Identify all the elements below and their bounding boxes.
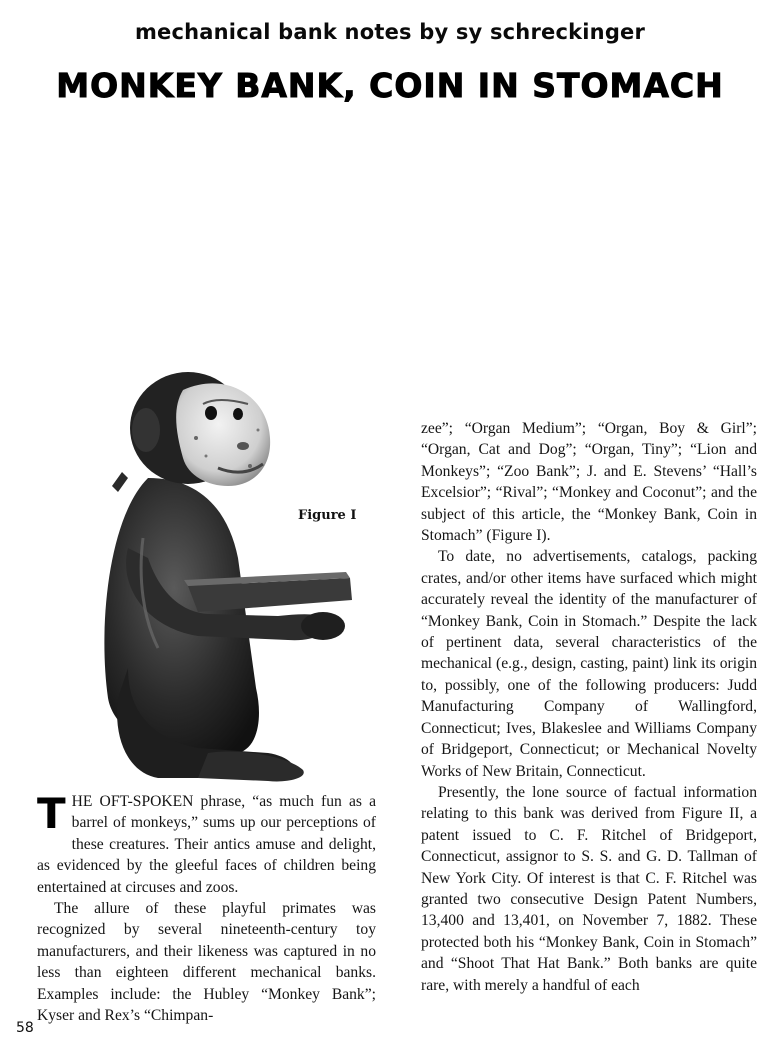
- figure-caption: Figure I: [298, 508, 357, 523]
- lead-smallcaps: HE OFT-SPOKEN: [71, 793, 194, 810]
- page-number: 58: [16, 1020, 34, 1036]
- monkey-bank-illustration: [88, 368, 368, 788]
- paragraph: The allure of these playful primates was recognized by several nineteenth-century toy manufacturers, and their likeness was captured in no less than eighteen different mechanical banks. Examples include: the Hubley “Monkey Bank”; Kyser and Rex’s “Chimpan-: [37, 900, 376, 1025]
- monkey-bank-photo: [88, 368, 368, 788]
- paragraph: zee”; “Organ Medium”; “Organ, Boy & Girl”; “Organ, Cat and Dog”; “Organ, Tiny”; “Lion and Monkeys”; “Zoo Bank”; J. and E. Stevens’ “Hall’s Excelsior”; “Rival”; “Monkey and Coconut”; and the subject of this article, the “Monkey Bank, Coin in Stomach” (Figure I).: [421, 420, 757, 545]
- paragraph: To date, no advertisements, catalogs, packing crates, and/or other items have surfaced which might accurately reveal the identity of the manufacturer of “Monkey Bank, Coin in Stomach.” Despite the lack of pertinent data, several characteristics of the mechanical (e.g., design, casting, paint) link its origin to, possibly, one of the following producers: Judd Manufacturing Company of Wallingford, Connecticut; Ives, Blakeslee and Williams Company of Bridgeport, Connecticut; or Mechanical Novelty Works of New Britain, Connecticut.: [421, 548, 757, 780]
- column-kicker: mechanical bank notes by sy schreckinger: [134, 20, 646, 44]
- paragraph: [37, 791, 376, 898]
- left-column: [37, 791, 376, 1026]
- paragraph: Presently, the lone source of factual information relating to this bank was derived from Figure II, a patent issued to C. F. Ritchel of Bridgeport, Connecticut, assignor to S. S. and G. D. Tallman of New York City. Of interest is that C. F. Ritchel was granted two consecutive Design Patent Numbers, 13,400 and 13,401, on November 7, 1882. These protected both his “Monkey Bank, Coin in Stomach” and “Shoot That Hat Bank.” Both banks are quite rare, with merely a handful of each: [421, 783, 757, 994]
- article-title: MONKEY BANK, COIN IN STOMACH: [56, 66, 724, 105]
- drop-cap: T: [37, 789, 66, 838]
- right-column: [421, 418, 757, 996]
- paragraph-text: phrase, “as much fun as a barrel of monkeys,” sums up our perceptions of these creatures. Their antics amuse and delight, as evidenced by the gleeful faces of children being entertained at circuses and zoos.: [37, 793, 376, 896]
